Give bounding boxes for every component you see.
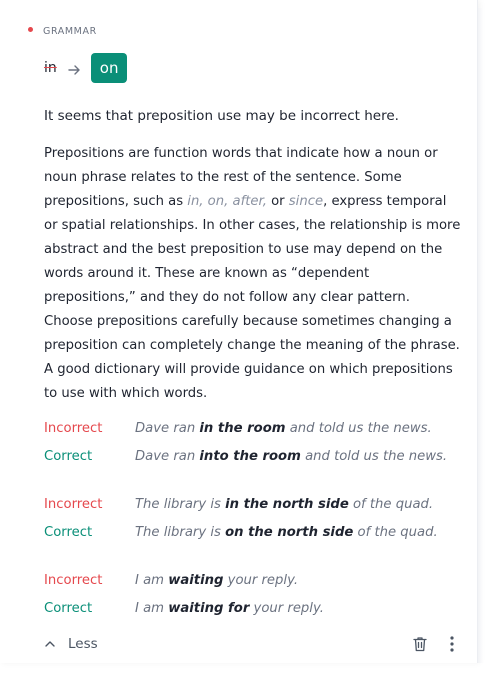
incorrect-label: Incorrect [44, 496, 103, 512]
trash-icon [411, 635, 429, 653]
example-row-incorrect [44, 414, 464, 442]
examples-list [44, 414, 464, 642]
delete-button[interactable] [408, 632, 432, 656]
correct-label: Correct [44, 448, 93, 464]
example-sentence: Dave ran into the room and told us the news. [135, 448, 448, 464]
example-group [44, 414, 464, 470]
example-row-incorrect [44, 566, 464, 594]
example-sentence: The library is on the north side of the quad. [135, 524, 438, 540]
category-label: GRAMMAR [43, 26, 97, 37]
explanation-part-1: Prepositions are function words that indicate how a noun or noun phrase relates to the rest of the sentence. Some prepositions, such as [44, 146, 438, 209]
example-row-correct [44, 594, 464, 622]
category-header [28, 26, 97, 37]
correct-label: Correct [44, 524, 93, 540]
card-edge-shadow [478, 8, 484, 663]
suggestion-button[interactable]: on [91, 53, 128, 83]
example-sentence: The library is in the north side of the quad. [135, 496, 434, 512]
explanation-example-1: in, on, after, [187, 194, 267, 209]
example-sentence: Dave ran in the room and told us the news. [135, 420, 432, 436]
example-sentence: I am waiting for your reply. [135, 600, 324, 616]
replacement-row [44, 52, 127, 84]
example-row-correct [44, 442, 464, 470]
original-word: in [44, 60, 57, 76]
more-vertical-icon [449, 635, 455, 653]
example-row-incorrect [44, 490, 464, 518]
arrow-right-icon [67, 63, 81, 77]
less-button[interactable] [44, 636, 98, 652]
chevron-up-icon [44, 638, 56, 650]
example-group [44, 566, 464, 622]
incorrect-label: Incorrect [44, 420, 103, 436]
correct-label: Correct [44, 600, 93, 616]
category-dot [28, 27, 33, 32]
example-sentence: I am waiting your reply. [135, 572, 299, 588]
less-label: Less [68, 636, 98, 652]
explanation-part-2: or [266, 194, 289, 209]
example-group [44, 490, 464, 546]
explanation-example-2: since [288, 194, 324, 209]
example-row-correct [44, 518, 464, 546]
incorrect-label: Incorrect [44, 572, 103, 588]
suggestion-summary: It seems that preposition use may be incorrect here. [44, 108, 399, 124]
card-footer [44, 630, 464, 658]
more-options-button[interactable] [440, 632, 464, 656]
explanation-text [44, 142, 462, 406]
explanation-part-3: , express temporal or spatial relationships. In other cases, the relationship is more abstract and the best preposition to use may depend on the words around it. These are known as “dependent prepositions,” and they do not follow any clear pattern. Choose prepositions carefully because sometimes changing a preposition can completely change the meaning of the phrase. A good dictionary will provide guidance on which prepositions to use with which words. [44, 194, 461, 401]
